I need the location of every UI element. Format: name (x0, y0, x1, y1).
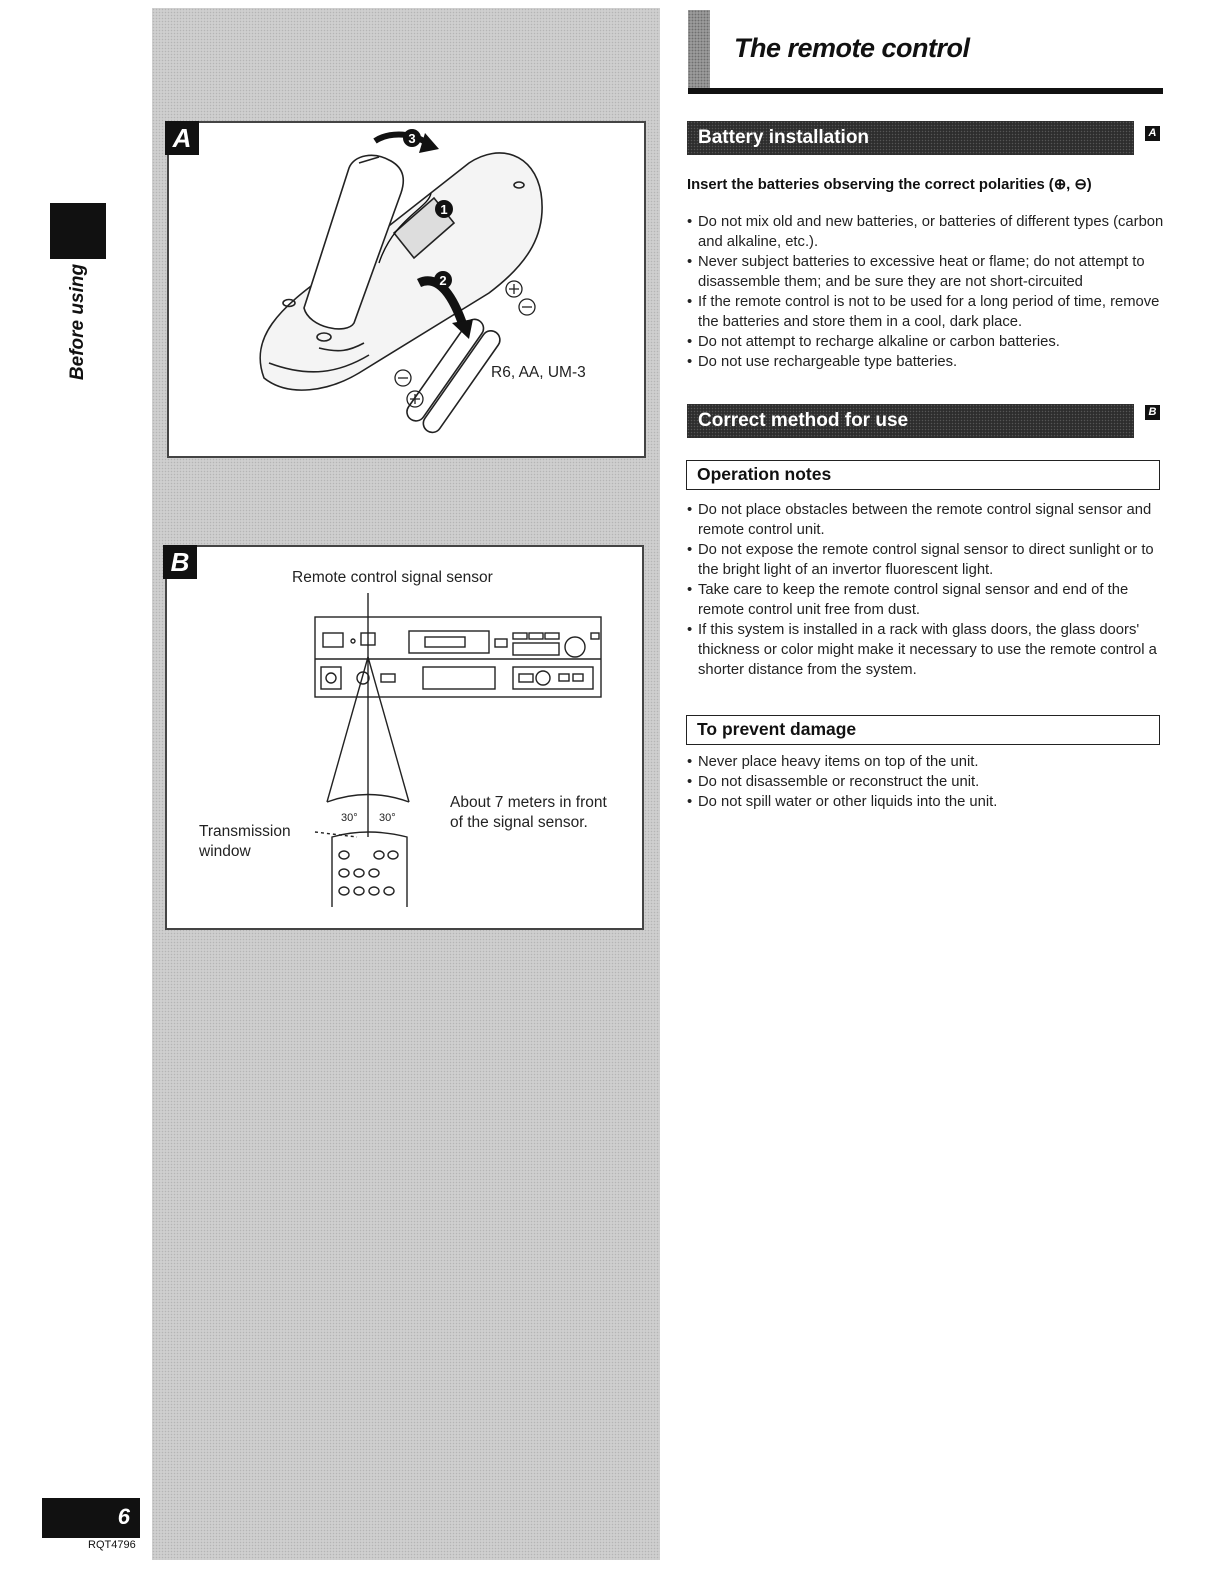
svg-text:2: 2 (439, 273, 447, 288)
battery-polarity-instruction: Insert the batteries observing the correct polarities (⊕, ⊖) (687, 177, 1092, 193)
page-number: 6 (42, 1498, 140, 1538)
angle-right-label: 30° (379, 812, 396, 824)
battery-installation-heading: Battery installation (687, 121, 1134, 155)
use-section-tag: B (1145, 405, 1160, 420)
step-marker-3 (403, 129, 421, 147)
section-label: Before using (67, 263, 88, 381)
step-marker-2 (434, 271, 452, 289)
list-item: • Never place heavy items on top of the unit. (687, 752, 1165, 772)
title-rule (688, 88, 1163, 94)
battery-section-tag: A (1145, 126, 1160, 141)
figure-a-battery-installation (167, 121, 646, 458)
figure-b-correct-use (165, 545, 644, 930)
document-code: RQT4796 (88, 1539, 136, 1551)
page-title: The remote control (734, 33, 970, 63)
operation-notes-heading: Operation notes (686, 460, 1160, 490)
list-item: • Never subject batteries to excessive heat or flame; do not attempt to disassemble them; and be sure they are not short-circuited (687, 252, 1165, 292)
battery-type-label: R6, AA, UM-3 (491, 364, 586, 381)
list-item: • If the remote control is not to be used for a long period of time, remove the batteries and store them in a cool, dark place. (687, 292, 1165, 332)
battery-precautions-list (687, 212, 1165, 372)
list-item: • Do not expose the remote control signal sensor to direct sunlight or to the bright light of an invertor fluorescent light. (687, 540, 1165, 580)
list-item: • Take care to keep the remote control signal sensor and end of the remote control unit free from dust. (687, 580, 1165, 620)
distance-label-line1: About 7 meters in front (450, 794, 607, 811)
list-item: • Do not spill water or other liquids into the unit. (687, 792, 1165, 812)
correct-method-heading: Correct method for use (687, 404, 1134, 438)
sensor-label: Remote control signal sensor (292, 569, 493, 586)
window-label-line1: Transmission (199, 823, 291, 840)
remote-battery-illustration (169, 123, 644, 456)
distance-label-line2: of the signal sensor. (450, 814, 588, 831)
figure-a-badge: A (165, 121, 199, 155)
step-marker-1 (435, 200, 453, 218)
operation-notes-list (687, 500, 1165, 680)
prevent-damage-list (687, 752, 1165, 812)
svg-text:3: 3 (408, 131, 416, 146)
prevent-damage-heading: To prevent damage (686, 715, 1160, 745)
list-item: • Do not mix old and new batteries, or batteries of different types (carbon and alkaline, etc.). (687, 212, 1165, 252)
section-tab-block (50, 203, 106, 259)
list-item: • Do not attempt to recharge alkaline or carbon batteries. (687, 332, 1165, 352)
list-item: • Do not disassemble or reconstruct the unit. (687, 772, 1165, 792)
list-item: • If this system is installed in a rack with glass doors, the glass doors' thickness or color might make it necessary to use the remote control a shorter distance from the system. (687, 620, 1165, 680)
title-accent-bar (688, 10, 710, 90)
svg-text:1: 1 (440, 202, 448, 217)
list-item: • Do not place obstacles between the remote control signal sensor and remote control unit. (687, 500, 1165, 540)
figure-b-badge: B (163, 545, 197, 579)
list-item: • Do not use rechargeable type batteries. (687, 352, 1165, 372)
angle-left-label: 30° (341, 812, 358, 824)
window-label-line2: window (199, 843, 251, 860)
signal-range-illustration (167, 547, 642, 928)
